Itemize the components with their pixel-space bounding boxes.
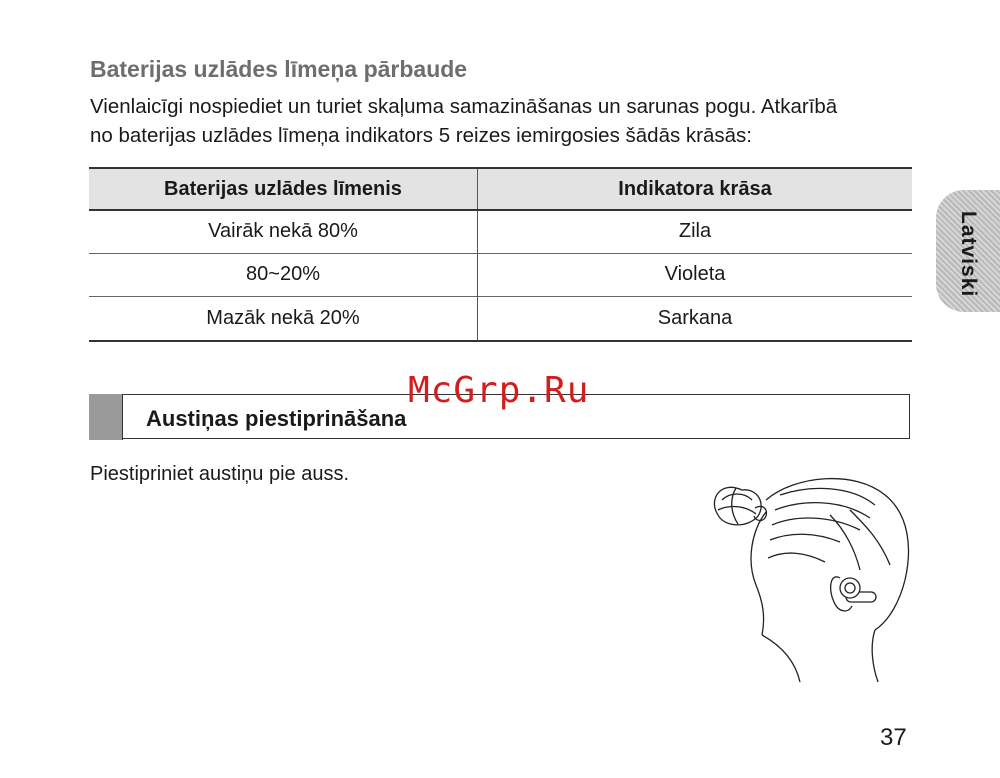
intro-line: no baterijas uzlādes līmeņa indikators 5 reizes iemirgosies šādās krāsās: [90,124,753,147]
intro-paragraph [90,92,920,150]
table-cell: Violeta [664,263,726,285]
section-subtitle: Baterijas uzlādes līmeņa pārbaude [90,56,468,82]
watermark: McGrp.Ru [408,370,590,411]
table-cell: Sarkana [657,306,733,329]
intro-line: Vienlaicīgi nospiediet un turiet skaļuma samazināšanas un sarunas pogu. Atkarībā [90,95,838,118]
body-text: Piestipriniet austiņu pie auss. [90,463,350,485]
table-cell: Vairāk nekā 80% [89,210,478,253]
battery-level-table [89,167,912,342]
table-cell: Mazāk nekā 20% [89,296,478,341]
page-number: 37 [880,724,907,751]
table-header-row [89,168,912,210]
column-header-level: Baterijas uzlādes līmenis [89,168,478,210]
column-header-color: Indikatora krāsa [618,177,772,200]
table-row [89,253,912,296]
table-cell: 80~20% [89,253,478,296]
language-tab-label: Latviski [957,210,980,298]
section-title: Austiņas piestiprināšana [146,406,407,431]
table-row [89,210,912,253]
table-cell: Zila [678,220,712,243]
person-wearing-earpiece-illustration [700,470,920,685]
section-marker [89,394,123,440]
table-row [89,296,912,341]
